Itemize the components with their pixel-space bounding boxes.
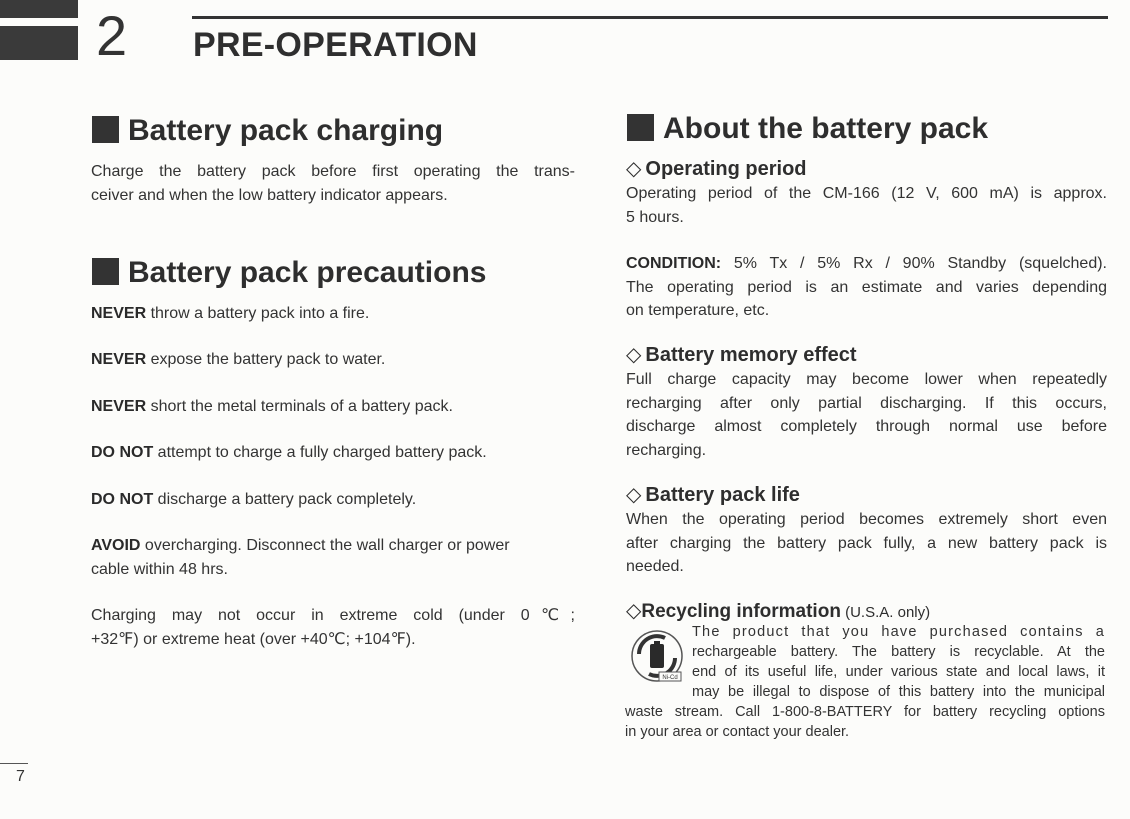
nicd-label: Ni-Cd — [662, 675, 678, 681]
square-bullet-icon — [92, 116, 119, 143]
rbrc-recycle-icon — [625, 624, 689, 686]
heading-about-battery-pack: About the battery pack — [627, 111, 988, 147]
chapter-number: 2 — [96, 4, 128, 67]
recycling-paragraph-wrap: The product that you have purchased contains a rechargeable battery. The battery is recyclable. At the end of its useful life, under various state and local laws, it may be illegal to dispose of this battery into the municipal — [692, 624, 1105, 700]
page-number: 7 — [16, 768, 25, 785]
diamond-icon: ◇ — [626, 484, 642, 506]
diamond-icon: ◇ — [626, 344, 642, 366]
recycling-paragraph-full: waste stream. Call 1-800-8-BATTERY for battery recycling options in your area or contact your dealer. — [625, 704, 1105, 740]
subheading-recycling: ◇Recycling information (U.S.A. only) — [626, 600, 931, 622]
chapter-tab-top — [0, 0, 78, 18]
precaution-item: NEVER short the metal terminals of a battery pack. — [91, 398, 453, 415]
heading-battery-precautions: Battery pack precautions — [92, 255, 486, 291]
square-bullet-icon — [627, 114, 654, 141]
charging-paragraph: Charge the battery pack before first operating the trans- ceiver and when the low battery indicator appears. — [91, 163, 575, 204]
precaution-item: AVOID overcharging. Disconnect the wall charger or power cable within 48 hrs. — [91, 537, 510, 578]
subheading-operating-period: ◇ Operating period — [626, 158, 807, 180]
condition-paragraph: CONDITION: 5% Tx / 5% Rx / 90% Standby (squelched). The operating period is an estimate and varies depending on temperature, etc. — [626, 255, 1107, 319]
subheading-battery-life: ◇ Battery pack life — [626, 484, 800, 506]
precaution-item: DO NOT discharge a battery pack completely. — [91, 491, 417, 508]
diamond-icon: ◇ — [626, 600, 642, 622]
subheading-memory-effect: ◇ Battery memory effect — [626, 344, 857, 366]
precaution-item: NEVER expose the battery pack to water. — [91, 351, 386, 368]
memory-paragraph: Full charge capacity may become lower when repeatedly recharging after only partial discharging. If this occurs, discharge almost completely through normal use before recharging. — [626, 371, 1107, 459]
life-paragraph: When the operating period becomes extremely short even after charging the battery pack fully, a new battery pack is needed. — [626, 511, 1107, 575]
heading-battery-charging: Battery pack charging — [92, 113, 443, 149]
chapter-title: PRE-OPERATION — [193, 26, 478, 64]
square-bullet-icon — [92, 258, 119, 285]
page-number-rule — [0, 763, 28, 764]
precaution-item: DO NOT attempt to charge a fully charged battery pack. — [91, 444, 487, 461]
precaution-item: NEVER throw a battery pack into a fire. — [91, 305, 370, 322]
operating-paragraph: Operating period of the CM-166 (12 V, 600 mA) is approx. 5 hours. — [626, 185, 1107, 226]
chapter-tab — [0, 26, 78, 60]
diamond-icon: ◇ — [626, 158, 642, 180]
chapter-rule — [192, 16, 1108, 19]
temperature-note: Charging may not occur in extreme cold (under 0℃; +32℉) or extreme heat (over +40℃; +104℉). — [91, 607, 575, 648]
